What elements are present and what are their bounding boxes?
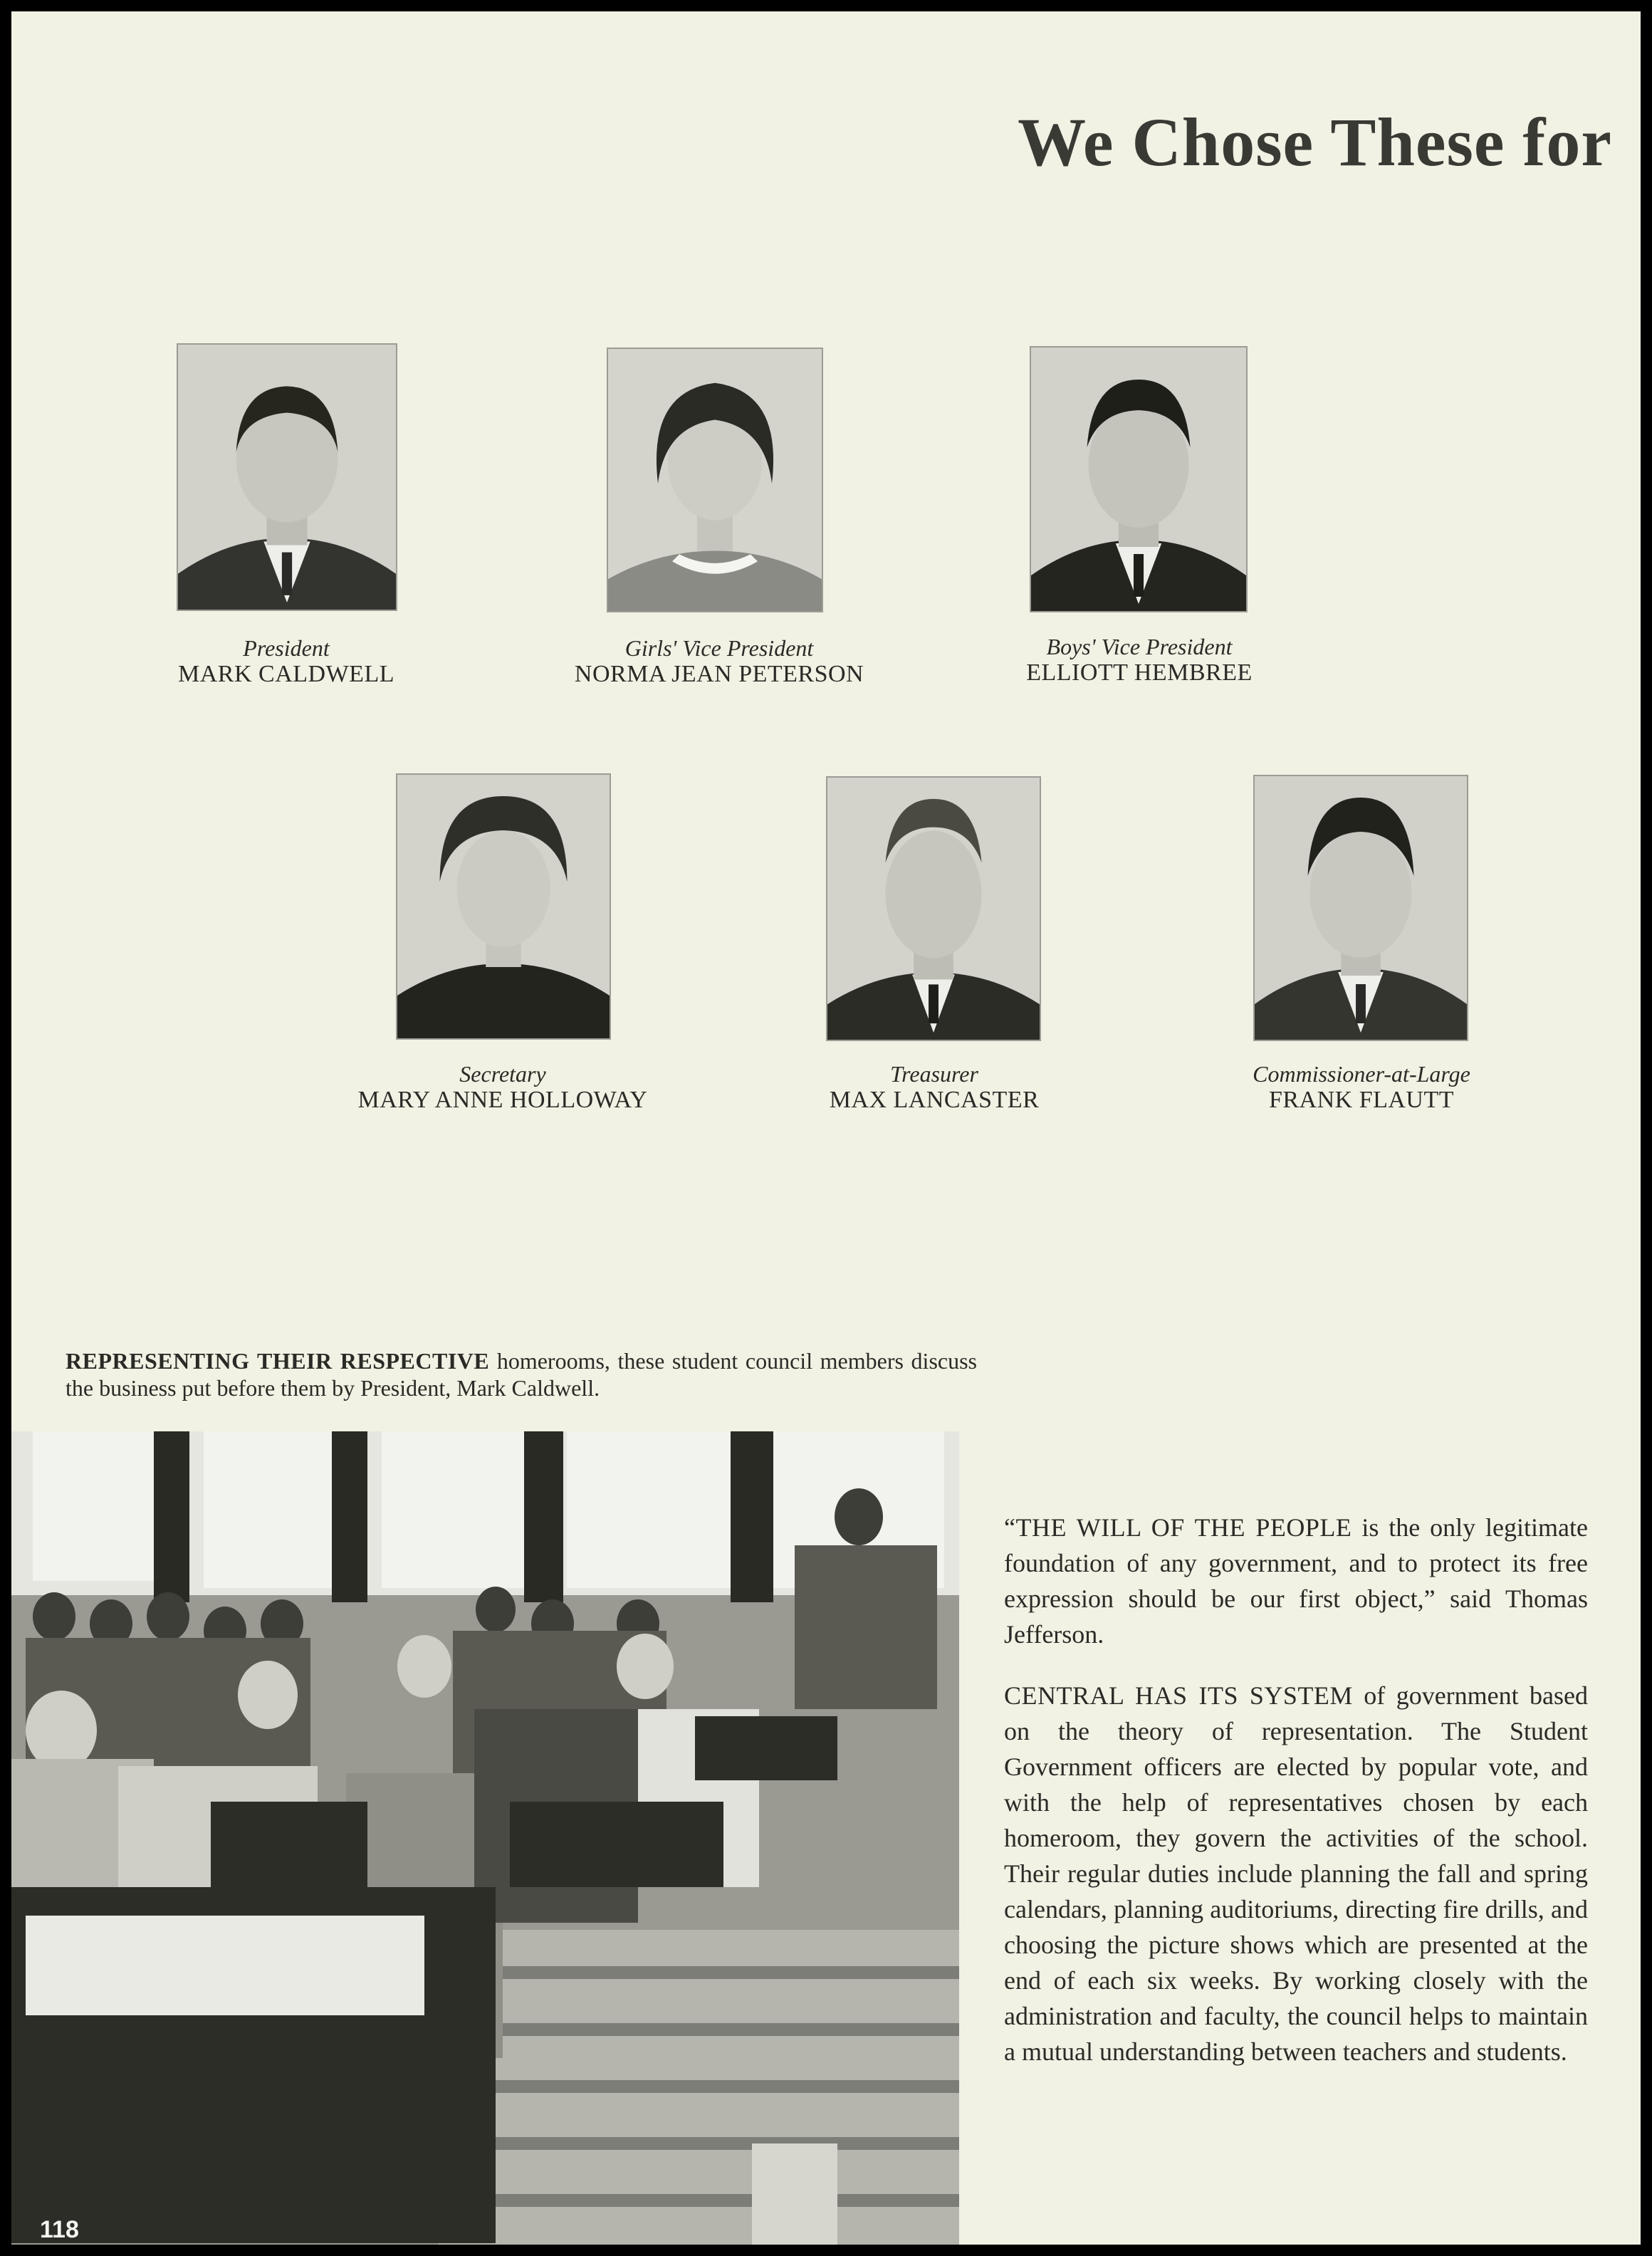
officer-role: Girls' Vice President [624, 635, 814, 661]
portrait-boys-vice-president [1030, 346, 1248, 612]
officer-name: FRANK FLAUTT [1268, 1087, 1455, 1113]
person-photo [1031, 348, 1246, 611]
person-photo [397, 775, 610, 1038]
officer-name: MARY ANNE HOLLOWAY [357, 1087, 648, 1113]
photo-caption-text: homerooms, these student council members discuss the business put before them by President, Mark Caldwell. [66, 1348, 978, 1401]
person-photo [827, 778, 1040, 1040]
officer-role: Boys' Vice President [1046, 634, 1233, 659]
officer-name: NORMA JEAN PETERSON [574, 661, 864, 687]
portrait-treasurer [826, 776, 1041, 1041]
portrait-president [177, 343, 397, 611]
portrait-secretary [396, 773, 611, 1040]
paragraph-2-text: of government based on the theory of representation. The Student Government officers are elected by popular vote, and with the help of representatives chosen by each homeroom, they govern the activities of the school. Their regular duties include planning the fall and spring calendars, planning auditoriums, directing fire drills, and choosing the picture shows which are presented at the end of each six weeks. By working closely with the administration and faculty, the council helps to maintain a mutual understanding between teachers and students. [1004, 1681, 1589, 2066]
caption-boys-vice-president [926, 634, 1353, 686]
paragraph-1-text: is the only legitimate foundation of any government, and to protect its free expression should be our first object,” said Thomas Jefferson. [1004, 1513, 1588, 1649]
photo-caption [66, 1347, 977, 1401]
caption-president [73, 635, 500, 688]
officer-name: ELLIOTT HEMBREE [1026, 659, 1253, 686]
body-paragraph-2 [1004, 1678, 1588, 2069]
photo-caption-lead: REPRESENTING THEIR RESPECTIVE [66, 1348, 490, 1374]
page-number: 118 [40, 2216, 79, 2243]
person-photo [1255, 776, 1467, 1040]
officer-name: MAX LANCASTER [829, 1087, 1040, 1113]
body-paragraph-1 [1004, 1510, 1588, 1652]
person-photo [608, 349, 822, 611]
caption-commissioner-at-large [1148, 1061, 1575, 1114]
officer-name: MARK CALDWELL [178, 661, 394, 687]
paragraph-2-lead: CENTRAL HAS ITS SYSTEM [1004, 1681, 1353, 1710]
portrait-girls-vice-president [607, 348, 823, 612]
officer-role: Commissioner-at-Large [1253, 1061, 1470, 1087]
caption-girls-vice-president [506, 635, 933, 688]
officer-role: Secretary [459, 1061, 546, 1087]
portrait-commissioner-at-large [1253, 775, 1468, 1041]
paragraph-1-lead: “THE WILL OF THE PEOPLE [1004, 1513, 1352, 1542]
page-title: We Chose These for [1018, 104, 1612, 180]
officer-role: President [243, 635, 330, 661]
person-photo [178, 345, 396, 610]
caption-treasurer [721, 1061, 1148, 1114]
caption-secretary [289, 1061, 716, 1114]
student-council-meeting-image [11, 1431, 959, 2245]
classroom-photo [11, 1431, 959, 2245]
officer-role: Treasurer [890, 1061, 978, 1087]
yearbook-page [11, 11, 1641, 2245]
